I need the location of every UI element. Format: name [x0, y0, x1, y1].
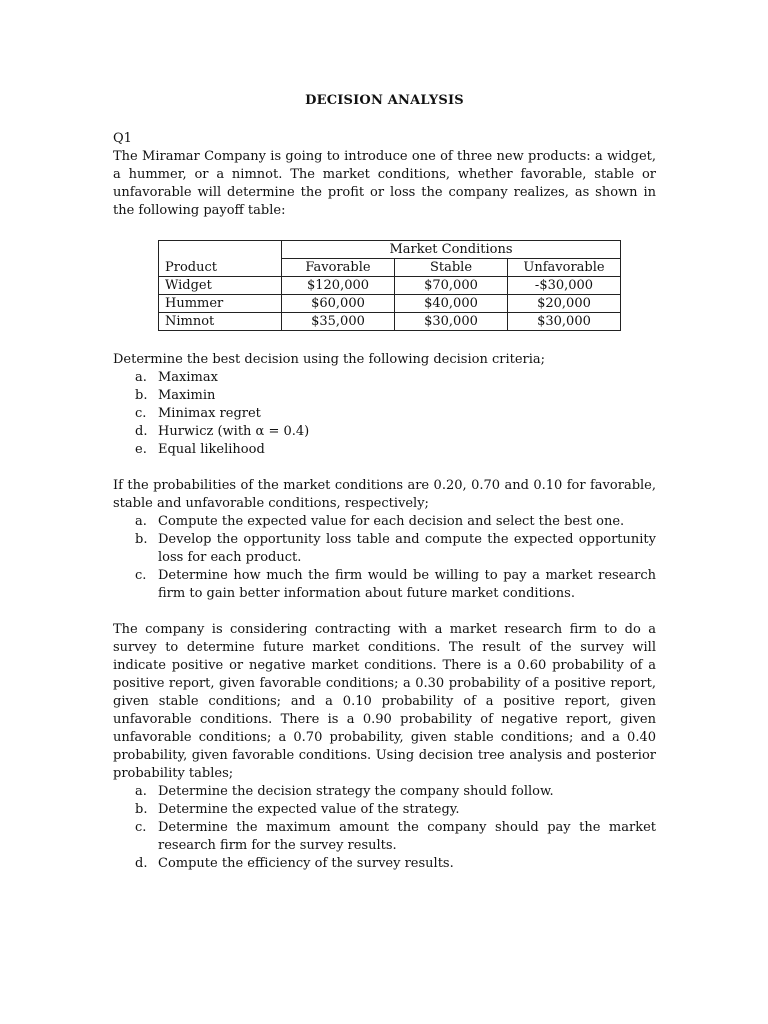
document-title: DECISION ANALYSIS [305, 93, 464, 108]
item-text: Compute the efficiency of the survey results. [158, 856, 454, 871]
payoff-cell: $120,000 [282, 277, 395, 295]
item-label: d. [135, 424, 148, 439]
item-text: Maximin [158, 388, 216, 403]
item-label: a. [135, 514, 147, 529]
item-text: Hurwicz (with α = 0.4) [158, 424, 310, 439]
list-item [113, 855, 656, 873]
item-text: Determine the decision strategy the company should follow. [158, 784, 554, 799]
item-text: Develop the opportunity loss table and compute the expected opportunity loss for each product. [158, 532, 656, 565]
question-label: Q1 [113, 131, 132, 146]
item-label: a. [135, 370, 147, 385]
product-name: Widget [159, 277, 282, 295]
document-page [113, 92, 656, 873]
list-item [113, 783, 656, 801]
table-row [159, 277, 621, 295]
payoff-cell: $30,000 [508, 313, 621, 331]
item-text: Maximax [158, 370, 218, 385]
list-item [113, 441, 656, 459]
market-conditions-header: Market Conditions [282, 241, 621, 259]
table-corner-cell [159, 241, 282, 259]
payoff-cell: $60,000 [282, 295, 395, 313]
probabilities-list [113, 513, 656, 603]
list-item [113, 531, 656, 567]
list-item [113, 423, 656, 441]
product-header: Product [159, 259, 282, 277]
payoff-cell: $20,000 [508, 295, 621, 313]
item-label: c. [135, 406, 147, 421]
table-header-row [159, 241, 621, 259]
table-subheader-row [159, 259, 621, 277]
intro-paragraph: The Miramar Company is going to introduce one of three new products: a widget, a hummer, or a nimnot. The market conditions, whether favorable, stable or unfavorable will determine the profit or loss the company realizes, as shown in the following payoff table: [113, 149, 656, 218]
payoff-cell: $40,000 [395, 295, 508, 313]
criteria-list [113, 369, 656, 459]
item-text: Minimax regret [158, 406, 261, 421]
item-label: b. [135, 802, 148, 817]
column-header-favorable: Favorable [282, 259, 395, 277]
item-label: a. [135, 784, 147, 799]
list-item [113, 819, 656, 855]
list-item [113, 567, 656, 603]
criteria-intro: Determine the best decision using the following decision criteria; [113, 352, 546, 367]
survey-paragraph: The company is considering contracting with a market research firm to do a survey to determine future market conditions. The result of the survey will indicate positive or negative market conditions. There is a 0.60 probability of a positive report, given favorable conditions; a 0.30 probability of a positive report, given stable conditions; and a 0.10 probability of a positive report, given unfavorable conditions. There is a 0.90 probability of negative report, given unfavorable conditions; a 0.70 probability, given stable conditions; and a 0.40 probability, given favorable conditions. Using decision tree analysis and posterior probability tables; [113, 622, 656, 781]
product-name: Hummer [159, 295, 282, 313]
payoff-cell: $70,000 [395, 277, 508, 295]
list-item [113, 405, 656, 423]
item-label: b. [135, 532, 148, 547]
item-text: Determine the expected value of the strategy. [158, 802, 460, 817]
item-label: d. [135, 856, 148, 871]
list-item [113, 369, 656, 387]
item-label: b. [135, 388, 148, 403]
table-row [159, 295, 621, 313]
payoff-table [158, 240, 621, 331]
item-text: Compute the expected value for each decision and select the best one. [158, 514, 625, 529]
list-item [113, 387, 656, 405]
payoff-cell: $35,000 [282, 313, 395, 331]
list-item [113, 801, 656, 819]
payoff-cell: -$30,000 [508, 277, 621, 295]
item-text: Determine the maximum amount the company should pay the market research firm for the survey results. [158, 820, 656, 853]
product-name: Nimnot [159, 313, 282, 331]
column-header-stable: Stable [395, 259, 508, 277]
list-item [113, 513, 656, 531]
item-text: Equal likelihood [158, 442, 265, 457]
table-row [159, 313, 621, 331]
item-label: e. [135, 442, 147, 457]
probabilities-intro: If the probabilities of the market conditions are 0.20, 0.70 and 0.10 for favorable, stable and unfavorable conditions, respectively; [113, 478, 656, 511]
payoff-cell: $30,000 [395, 313, 508, 331]
item-text: Determine how much the firm would be willing to pay a market research firm to gain better information about future market conditions. [158, 568, 656, 601]
item-label: c. [135, 820, 147, 835]
item-label: c. [135, 568, 147, 583]
column-header-unfavorable: Unfavorable [508, 259, 621, 277]
survey-list [113, 783, 656, 873]
